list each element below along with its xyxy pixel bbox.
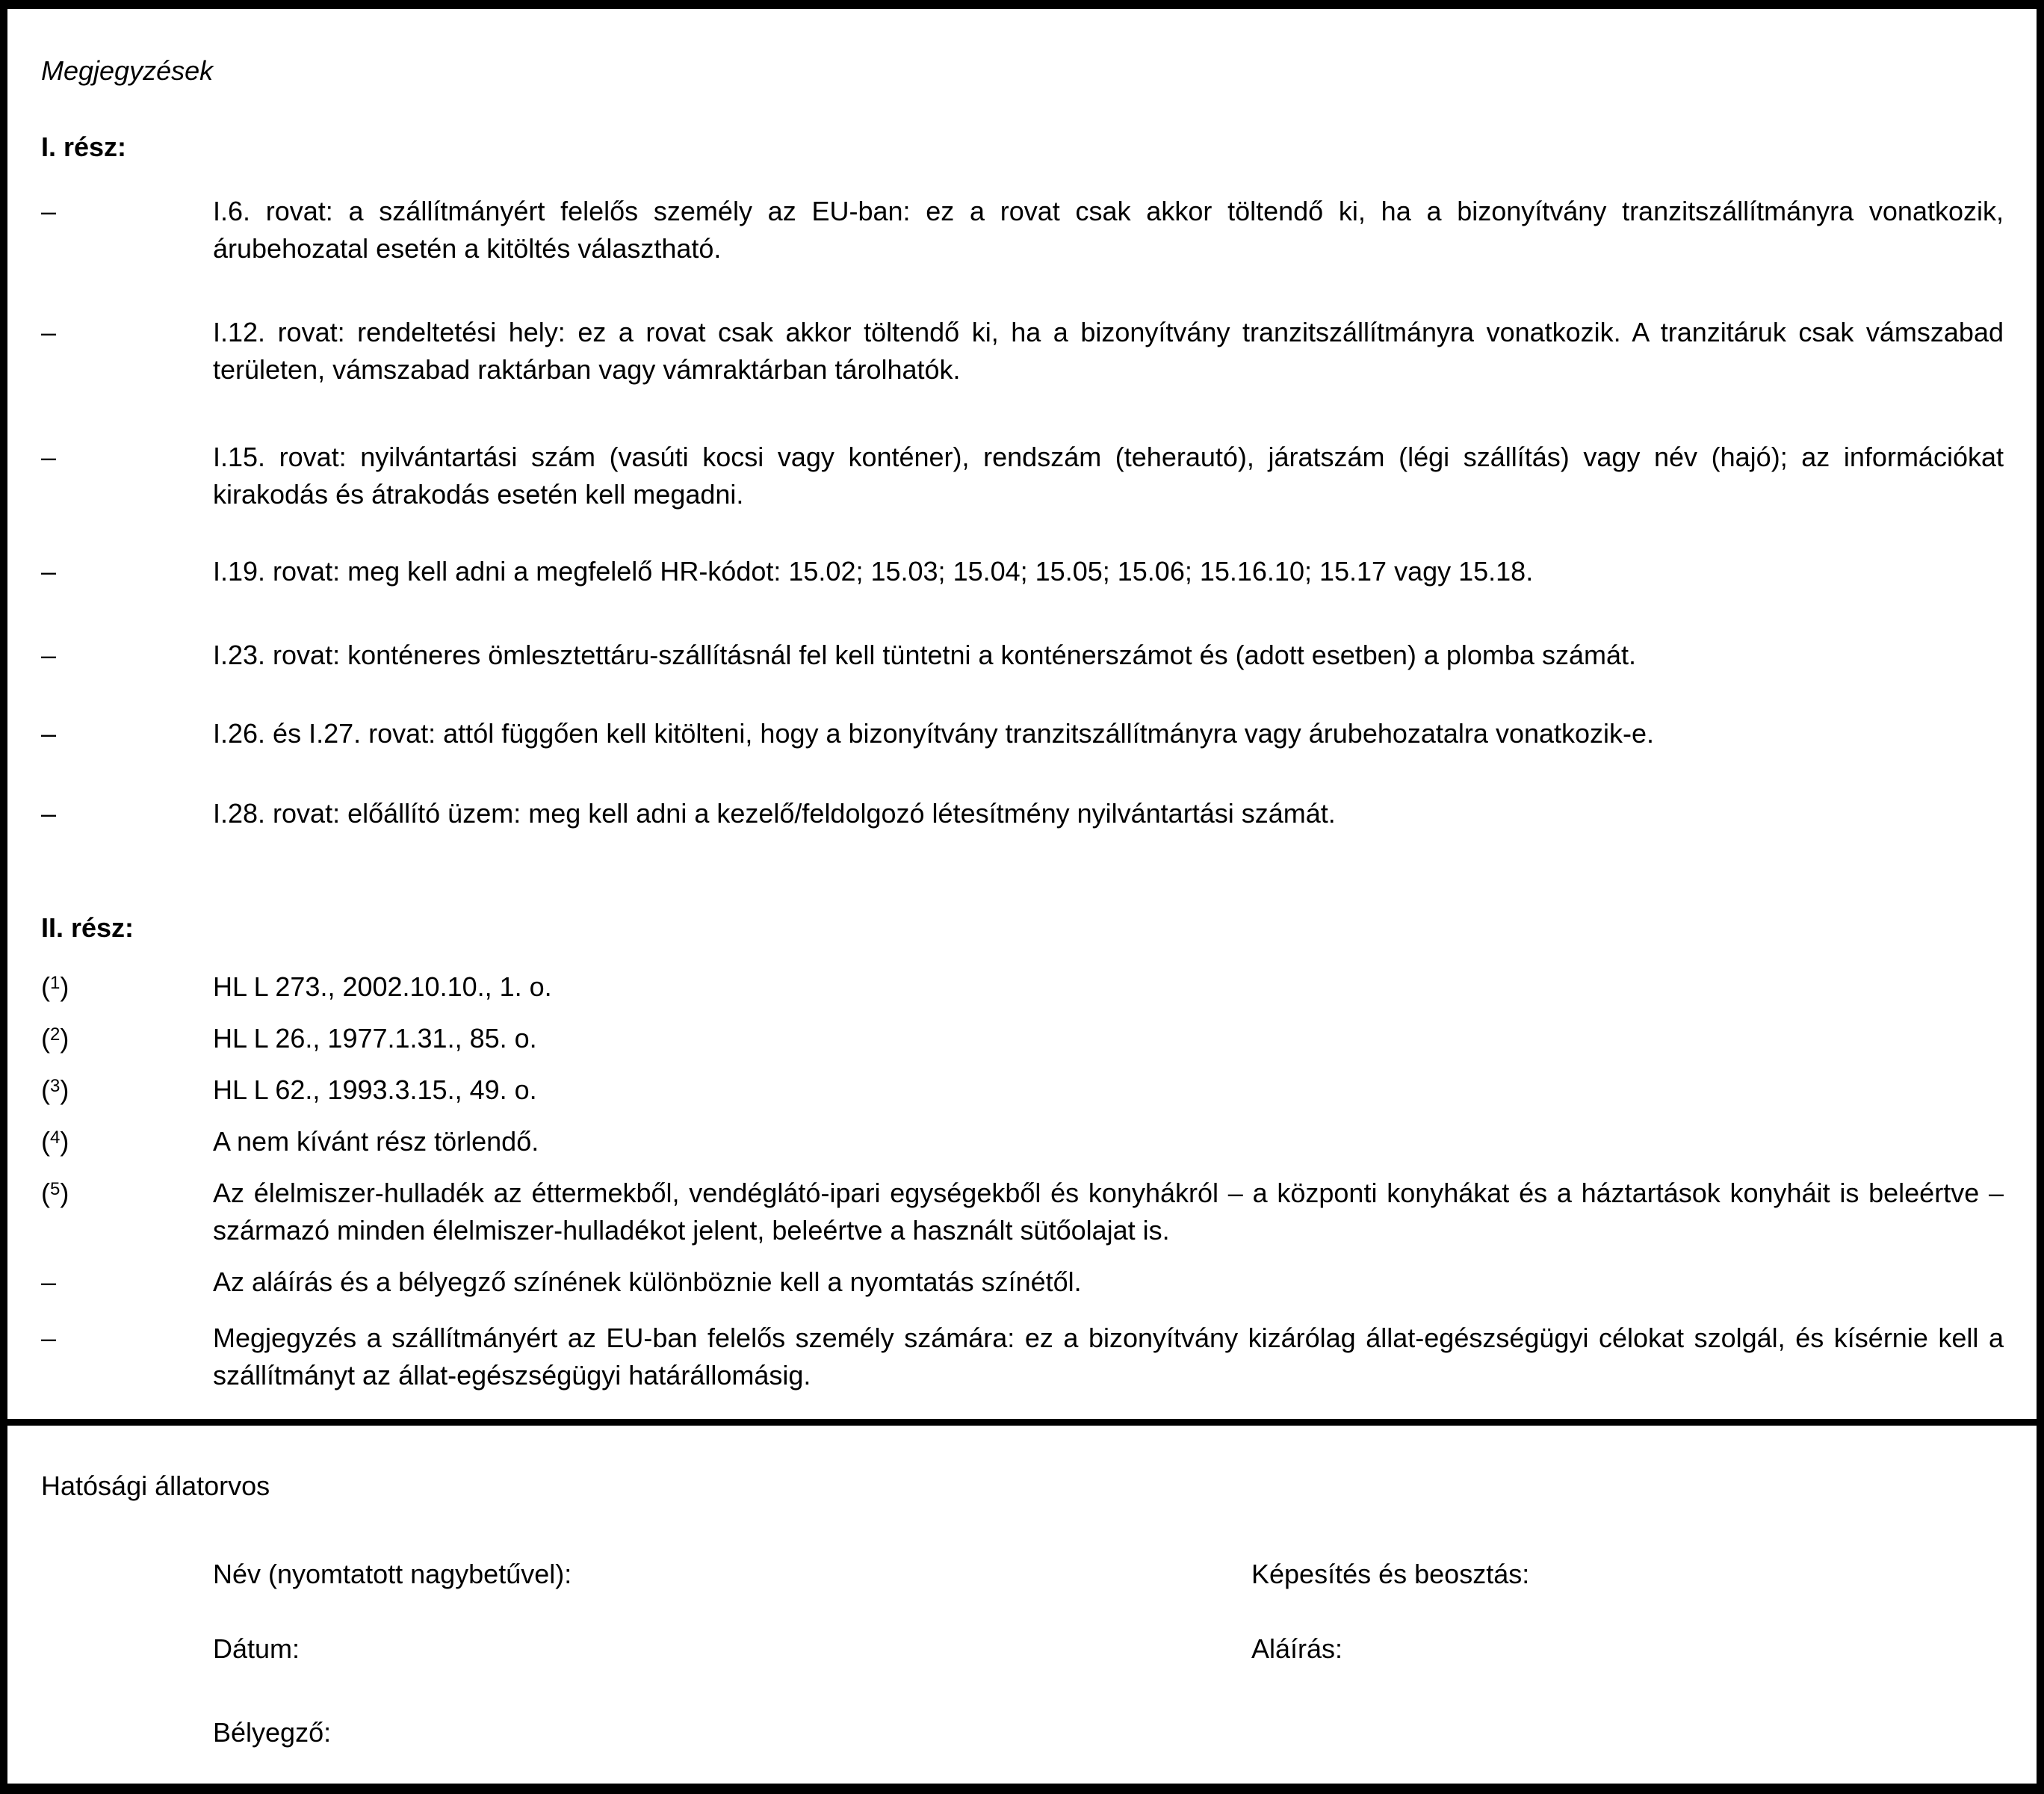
footnote-text: HL L 26., 1977.1.31., 85. o.: [213, 1023, 537, 1054]
note-item-text: Az aláírás és a bélyegző színének különböznie kell a nyomtatás színétől.: [213, 1266, 1082, 1297]
dash-marker: –: [41, 556, 57, 587]
footnote-1: [41, 968, 2004, 1006]
footnote-number: 5: [50, 1179, 61, 1199]
notes-section: [7, 9, 2037, 1419]
signature-row-date: [41, 1630, 2004, 1668]
footnote-3: [41, 1071, 2004, 1109]
qualification-label: Képesítés és beosztás:: [1251, 1559, 1530, 1589]
dash-marker: –: [41, 798, 57, 829]
part2-heading: II. rész:: [41, 912, 134, 943]
footnote-number: 3: [50, 1076, 61, 1096]
note-item-i23: [41, 637, 2004, 674]
note-item-i28: [41, 795, 2004, 832]
dash-marker: –: [41, 442, 57, 472]
footnote-text: HL L 273., 2002.10.10., 1. o.: [213, 971, 552, 1002]
note-item-i12: [41, 314, 2004, 389]
note-item-text: I.26. és I.27. rovat: attól függően kell kitölteni, hogy a bizonyítvány tranzitszállítmányra vagy árubehozatalra vonatkozik-e.: [213, 718, 1655, 749]
name-label: Név (nyomtatott nagybetűvel):: [213, 1559, 572, 1589]
dash-marker: –: [41, 1266, 57, 1297]
signature-label: Aláírás:: [1251, 1633, 1343, 1664]
note-item-text: I.15. rovat: nyilvántartási szám (vasúti kocsi vagy konténer), rendszám (teherautó), járatszám (légi szállítás) vagy név (hajó); az információkat kirakodás és átrakodás esetén kell megadni.: [213, 442, 2004, 510]
dash-marker: –: [41, 640, 57, 670]
note-item-text: Megjegyzés a szállítmányért az EU-ban felelős személy számára: ez a bizonyítvány kizárólag állat-egészségügyi célokat szolgál, és kísérnie kell a szállítmányt az állat-egészségügyi határállomásig.: [213, 1323, 2004, 1391]
footnote-text: A nem kívánt rész törlendő.: [213, 1126, 539, 1157]
note-item-i6: [41, 193, 2004, 267]
footnote-text: Az élelmiszer-hulladék az éttermekből, vendéglátó-ipari egységekből és konyhákról – a központi konyhákat és a háztartások konyháit is beleértve – származó minden élelmiszer-hulladékot jelent, beleértve a használt sütőolajat is.: [213, 1178, 2004, 1246]
footnote-marker: ($^1$): [41, 971, 69, 1002]
official-veterinarian-heading: Hatósági állatorvos: [41, 1470, 270, 1501]
dash-marker: –: [41, 718, 57, 749]
signature-row-stamp: [41, 1714, 2004, 1751]
footnote-marker: ($^3$): [41, 1074, 69, 1105]
footnote-marker: ($^2$): [41, 1023, 69, 1054]
footnote-4: [41, 1123, 2004, 1160]
note-item-text: I.19. rovat: meg kell adni a megfelelő HR-kódot: 15.02; 15.03; 15.04; 15.05; 15.06; 15.16.10; 15.17 vagy 15.18.: [213, 556, 1534, 587]
page-title: Megjegyzések: [41, 55, 214, 86]
footnote-text: HL L 62., 1993.3.15., 49. o.: [213, 1074, 537, 1105]
footnote-marker: ($^5$): [41, 1178, 69, 1208]
footnote-number: 2: [50, 1024, 61, 1045]
note-item-signature-colour: [41, 1263, 2004, 1301]
dash-marker: –: [41, 317, 57, 347]
date-label: Dátum:: [213, 1633, 300, 1664]
official-veterinarian-section: [7, 1419, 2037, 1751]
footnote-2: [41, 1020, 2004, 1057]
footnote-number: 1: [50, 973, 61, 993]
footnote-number: 4: [50, 1128, 61, 1148]
signature-row-name: [41, 1556, 2004, 1593]
note-item-i19: [41, 553, 2004, 590]
note-item-i26-i27: [41, 715, 2004, 752]
dash-marker: –: [41, 1323, 57, 1353]
note-item-i15: [41, 439, 2004, 513]
note-item-text: I.28. rovat: előállító üzem: meg kell adni a kezelő/feldolgozó létesítmény nyilvántartási számát.: [213, 798, 1336, 829]
note-item-person-responsible: [41, 1320, 2004, 1394]
note-item-text: I.6. rovat: a szállítmányért felelős személy az EU-ban: ez a rovat csak akkor töltendő ki, ha a bizonyítvány tranzitszállítmányra vonatkozik, árubehozatal esetén a kitöltés választható.: [213, 196, 2004, 264]
footnote-marker: ($^4$): [41, 1126, 69, 1157]
note-item-text: I.23. rovat: konténeres ömlesztettáru-szállításnál fel kell tüntetni a konténerszámot és (adott esetben) a plomba számát.: [213, 640, 1636, 670]
stamp-label: Bélyegző:: [213, 1717, 332, 1748]
footnote-5: [41, 1175, 2004, 1249]
part1-heading: I. rész:: [41, 132, 127, 162]
dash-marker: –: [41, 196, 57, 226]
note-item-text: I.12. rovat: rendeltetési hely: ez a rovat csak akkor töltendő ki, ha a bizonyítvány tranzitszállítmányra vonatkozik. A tranzitáruk csak vámszabad területen, vámszabad raktárban vagy vámraktárban tárolhatók.: [213, 317, 2004, 385]
